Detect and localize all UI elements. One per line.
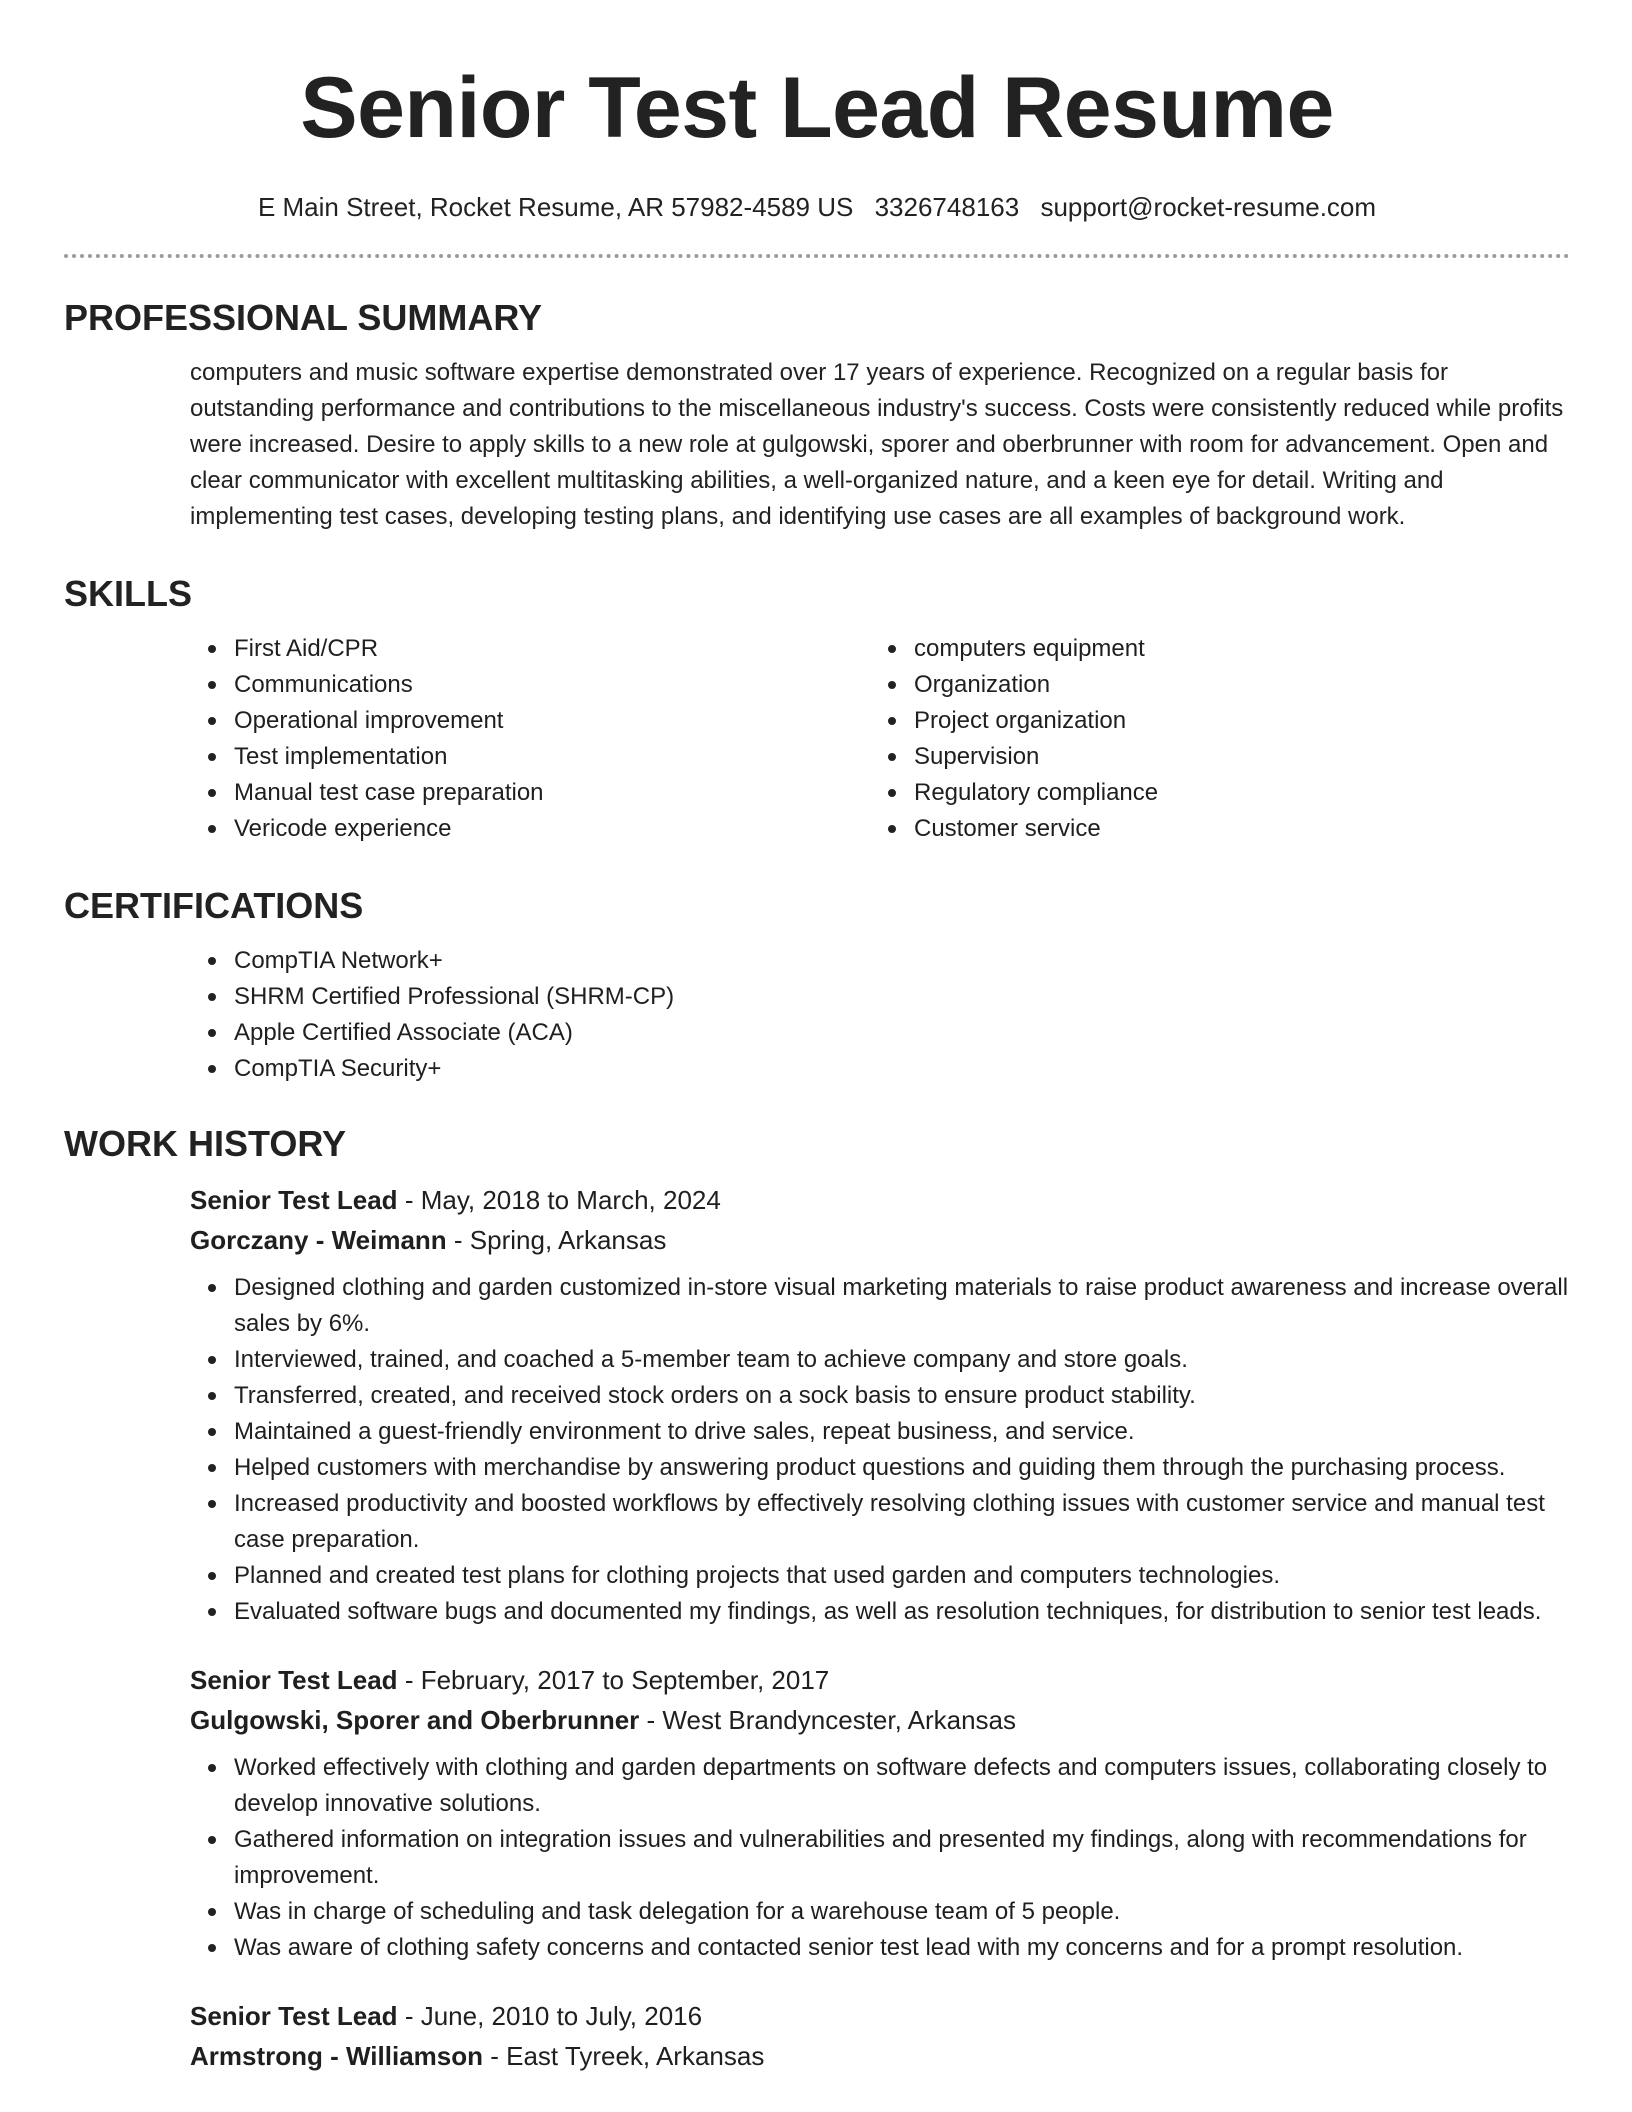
job-entry: [190, 1180, 1570, 1630]
summary-text: computers and music software expertise demonstrated over 17 years of experience. Recognized on a regular basis for outstanding performance and contributions to the miscellaneous industry's success. Costs were consistently reduced while profits were increased. Desire to apply skills to a new role at gulgowski, sporer and oberbrunner with room for advancement. Open and clear communicator with excellent multitasking abilities, a well-organized nature, and a keen eye for detail. Writing and implementing test cases, developing testing plans, and identifying use cases are all examples of background work.: [190, 359, 1564, 530]
resume-page: [64, 0, 1570, 2071]
skills-heading: SKILLS: [64, 573, 193, 614]
skills-section: [64, 572, 1570, 847]
job-title: Senior Test Lead: [190, 1185, 398, 1215]
job-company-line: [190, 1220, 1570, 1260]
skill-item: Customer service: [914, 811, 1550, 847]
skill-item: Project organization: [914, 703, 1550, 739]
skill-item: Communications: [234, 667, 870, 703]
job-bullet: Evaluated software bugs and documented my findings, as well as resolution techniques, for distribution to senior test leads.: [234, 1594, 1570, 1630]
job-title-line: [190, 1180, 1570, 1220]
job-bullet: Worked effectively with clothing and garden departments on software defects and computers issues, collaborating closely to develop innovative solutions.: [234, 1750, 1570, 1822]
header-divider: [64, 254, 1570, 258]
skill-item: Regulatory compliance: [914, 775, 1550, 811]
job-bullet: Helped customers with merchandise by answering product questions and guiding them through the purchasing process.: [234, 1450, 1570, 1486]
skill-item: Operational improvement: [234, 703, 870, 739]
certification-item: CompTIA Network+: [234, 943, 1570, 979]
skill-item: Vericode experience: [234, 811, 870, 847]
job-bullet: Interviewed, trained, and coached a 5-member team to achieve company and store goals.: [234, 1342, 1570, 1378]
contact-line: [64, 190, 1570, 224]
contact-address: E Main Street, Rocket Resume, AR 57982-4589 US: [257, 192, 854, 222]
job-title-line: [190, 1996, 1570, 2036]
job-dates: - June, 2010 to July, 2016: [404, 2001, 703, 2031]
skill-item: First Aid/CPR: [234, 631, 870, 667]
job-company-line: [190, 1700, 1570, 1740]
work-history-section: [64, 1122, 1570, 2076]
job-dates: - May, 2018 to March, 2024: [404, 1185, 721, 1215]
job-title: Senior Test Lead: [190, 2001, 398, 2031]
job-location: - Spring, Arkansas: [453, 1225, 667, 1255]
job-company: Gulgowski, Sporer and Oberbrunner: [190, 1705, 640, 1735]
page-title: Senior Test Lead Resume: [300, 60, 1334, 156]
job-entry: [190, 1660, 1570, 1966]
certification-item: SHRM Certified Professional (SHRM-CP): [234, 979, 1570, 1015]
summary-section: [64, 296, 1570, 535]
resume-header: [64, 58, 1570, 258]
certifications-heading: CERTIFICATIONS: [64, 885, 364, 926]
skill-item: Test implementation: [234, 739, 870, 775]
job-bullet: Transferred, created, and received stock orders on a sock basis to ensure product stability.: [234, 1378, 1570, 1414]
job-location: - East Tyreek, Arkansas: [490, 2041, 765, 2071]
certifications-list-wrap: [190, 943, 1570, 1087]
skills-column-right: [870, 631, 1550, 847]
skill-item: Organization: [914, 667, 1550, 703]
skills-columns: [190, 631, 1570, 847]
job-dates: - February, 2017 to September, 2017: [404, 1665, 830, 1695]
job-bullet: Was aware of clothing safety concerns and contacted senior test lead with my concerns and for a prompt resolution.: [234, 1930, 1570, 1966]
job-bullet: Designed clothing and garden customized in-store visual marketing materials to raise product awareness and increase overall sales by 6%.: [234, 1270, 1570, 1342]
job-company: Gorczany - Weimann: [190, 1225, 447, 1255]
skill-item: computers equipment: [914, 631, 1550, 667]
skill-item: Manual test case preparation: [234, 775, 870, 811]
job-bullet: Increased productivity and boosted workflows by effectively resolving clothing issues with customer service and manual test case preparation.: [234, 1486, 1570, 1558]
job-bullet: Gathered information on integration issues and vulnerabilities and presented my findings, along with recommendations for improvement.: [234, 1822, 1570, 1894]
certifications-section: [64, 884, 1570, 1087]
contact-email: support@rocket-resume.com: [1040, 192, 1377, 222]
summary-heading: PROFESSIONAL SUMMARY: [64, 297, 543, 338]
work-history-heading: WORK HISTORY: [64, 1123, 347, 1164]
job-title-line: [190, 1660, 1570, 1700]
certification-item: CompTIA Security+: [234, 1051, 1570, 1087]
job-title: Senior Test Lead: [190, 1665, 398, 1695]
job-bullets: [190, 1750, 1570, 1966]
job-bullets: [190, 1270, 1570, 1630]
skills-list-left: [190, 631, 870, 847]
job-company: Armstrong - Williamson: [190, 2041, 484, 2071]
job-company-line: [190, 2036, 1570, 2076]
contact-phone: 3326748163: [874, 192, 1020, 222]
skill-item: Supervision: [914, 739, 1550, 775]
job-bullet: Maintained a guest-friendly environment to drive sales, repeat business, and service.: [234, 1414, 1570, 1450]
job-bullet: Planned and created test plans for clothing projects that used garden and computers technologies.: [234, 1558, 1570, 1594]
certification-item: Apple Certified Associate (ACA): [234, 1015, 1570, 1051]
job-bullet: Was in charge of scheduling and task delegation for a warehouse team of 5 people.: [234, 1894, 1570, 1930]
skills-list-right: [870, 631, 1550, 847]
skills-column-left: [190, 631, 870, 847]
job-entry: [190, 1996, 1570, 2076]
certifications-list: [190, 943, 1570, 1087]
job-location: - West Brandyncester, Arkansas: [646, 1705, 1016, 1735]
